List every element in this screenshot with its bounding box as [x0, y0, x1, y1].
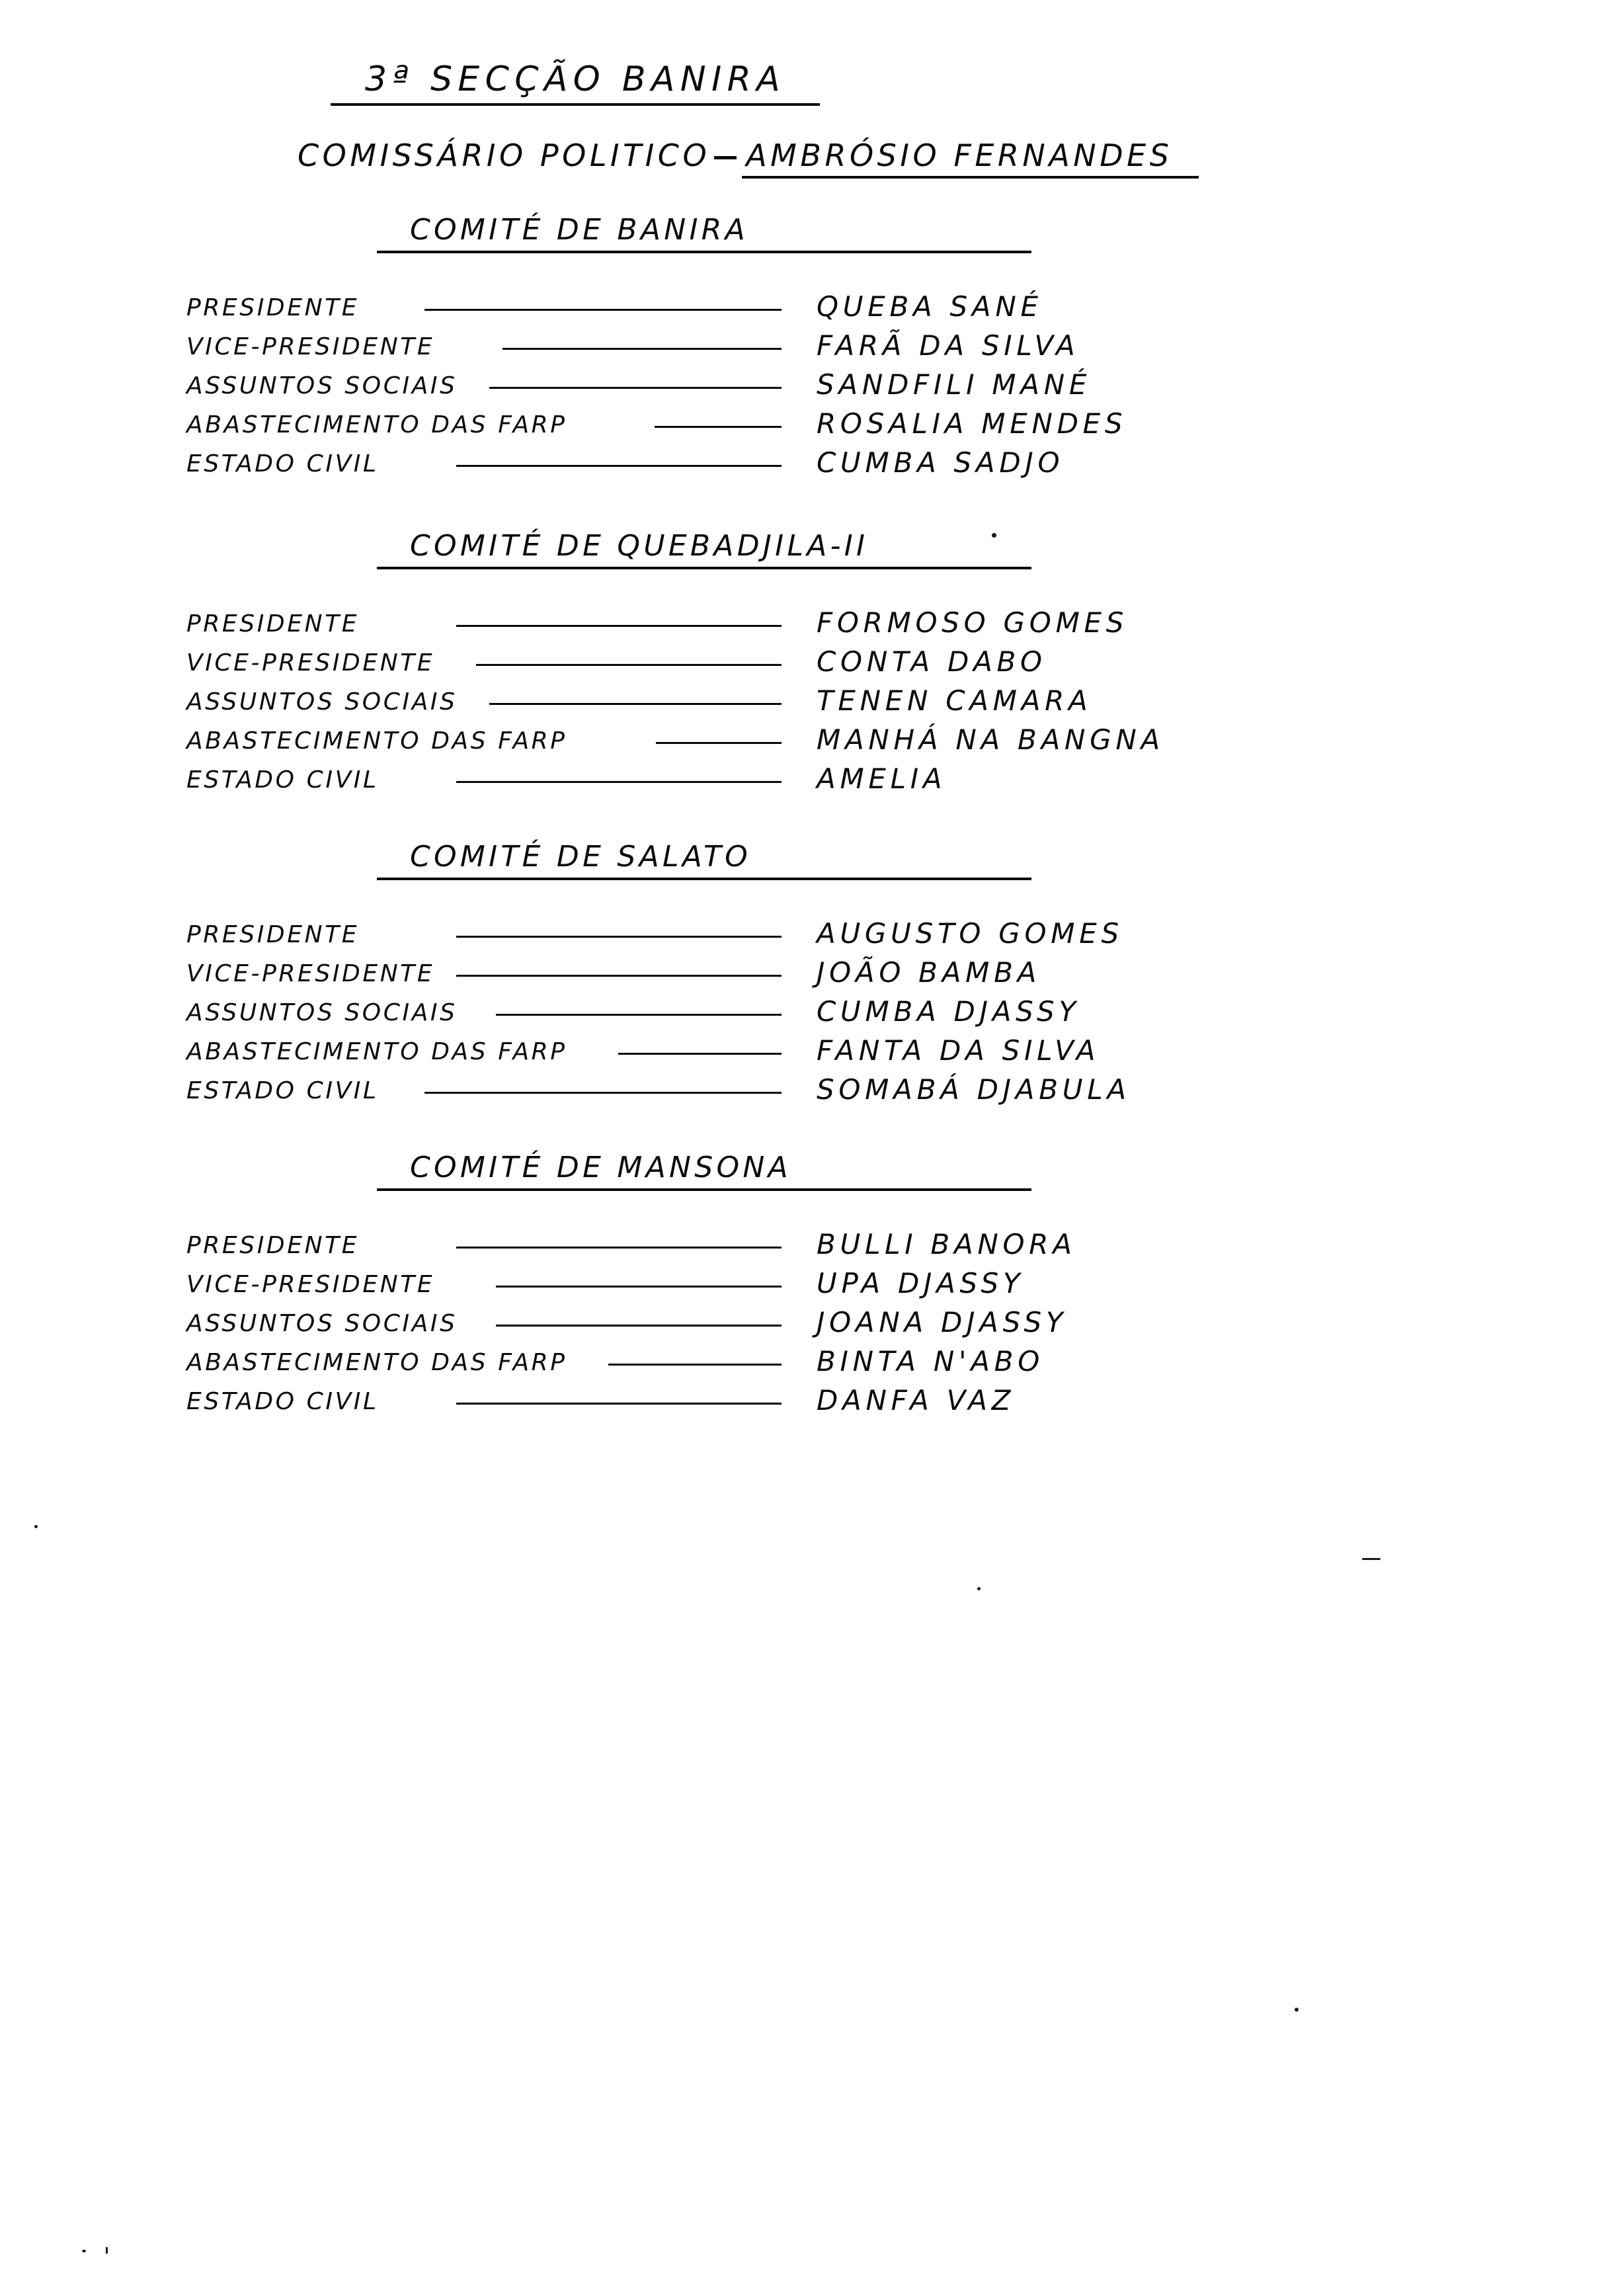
leader-line	[456, 625, 782, 627]
member-name: JOÃO BAMBA	[817, 956, 1041, 989]
committee-roles	[179, 1227, 1303, 1422]
leader-line	[656, 742, 782, 744]
role-row	[179, 367, 1303, 406]
member-name: MANHÁ NA BANGNA	[817, 723, 1165, 756]
member-name: FARÃ DA SILVA	[817, 329, 1080, 362]
leader-line	[496, 1286, 782, 1288]
role-row	[179, 955, 1303, 994]
role-label: VICE-PRESIDENTE	[186, 333, 435, 360]
role-row	[179, 683, 1303, 722]
role-label: ABASTECIMENTO DAS FARP	[186, 1038, 567, 1065]
role-row	[179, 1344, 1303, 1383]
scan-speck	[34, 1525, 38, 1528]
member-name: UPA DJASSY	[817, 1267, 1025, 1299]
member-name: TENEN CAMARA	[817, 684, 1092, 717]
leader-line	[456, 1247, 782, 1249]
scan-speck	[992, 533, 996, 538]
role-row	[179, 406, 1303, 445]
role-label: ASSUNTOS SOCIAIS	[186, 372, 458, 399]
role-label: ABASTECIMENTO DAS FARP	[186, 727, 567, 755]
leader-line	[608, 1364, 782, 1366]
role-label: ASSUNTOS SOCIAIS	[186, 999, 458, 1026]
member-name: CONTA DABO	[817, 645, 1047, 678]
member-name: QUEBA SANÉ	[817, 290, 1043, 323]
role-row	[179, 1227, 1303, 1266]
member-name: BINTA N'ABO	[817, 1345, 1044, 1377]
section-title: 3ª SECÇÃO BANIRA	[331, 60, 820, 106]
leader-line	[424, 309, 782, 311]
committee-banira	[179, 213, 1303, 484]
role-label: PRESIDENTE	[186, 921, 360, 948]
member-name: FORMOSO GOMES	[817, 606, 1129, 639]
commissioner-dash	[714, 156, 737, 159]
member-name: BULLI BANORA	[817, 1228, 1076, 1260]
leader-line	[489, 703, 782, 705]
role-row	[179, 994, 1303, 1033]
committee-quebadjila-ii	[179, 529, 1303, 800]
leader-line	[456, 1403, 782, 1405]
role-label: ABASTECIMENTO DAS FARP	[186, 1349, 567, 1376]
committee-title: COMITÉ DE BANIRA	[377, 213, 1031, 253]
role-row	[179, 445, 1303, 484]
role-row	[179, 1266, 1303, 1305]
leader-line	[456, 465, 782, 467]
role-row	[179, 916, 1303, 955]
role-row	[179, 761, 1303, 800]
member-name: SOMABÁ DJABULA	[817, 1073, 1131, 1106]
member-name: DANFA VAZ	[817, 1384, 1016, 1416]
leader-line	[456, 936, 782, 938]
committee-roles	[179, 605, 1303, 800]
role-row	[179, 1305, 1303, 1344]
scan-speck	[1295, 2008, 1299, 2012]
committee-salato	[179, 840, 1303, 1111]
role-label: PRESIDENTE	[186, 294, 360, 321]
member-name: CUMBA SADJO	[817, 446, 1065, 479]
scan-speck	[977, 1587, 981, 1590]
leader-line	[456, 781, 782, 783]
leader-line	[655, 426, 782, 428]
committee-roles	[179, 289, 1303, 484]
commissioner-line	[298, 138, 1199, 179]
leader-line	[489, 387, 782, 389]
role-label: ABASTECIMENTO DAS FARP	[186, 411, 567, 438]
committee-roles	[179, 916, 1303, 1111]
leader-line	[502, 348, 782, 350]
committee-title: COMITÉ DE QUEBADJILA-II	[377, 529, 1031, 569]
scan-speck	[1362, 1558, 1381, 1560]
role-row	[179, 328, 1303, 367]
leader-line	[496, 1014, 782, 1016]
role-label: ESTADO CIVIL	[186, 450, 379, 477]
committee-title: COMITÉ DE SALATO	[377, 840, 1031, 880]
leader-line	[456, 975, 782, 977]
role-label: ESTADO CIVIL	[186, 1388, 379, 1415]
role-label: ESTADO CIVIL	[186, 766, 379, 794]
member-name: CUMBA DJASSY	[817, 995, 1080, 1028]
commissioner-name: AMBRÓSIO FERNANDES	[742, 138, 1199, 179]
role-row	[179, 1383, 1303, 1422]
role-label: ASSUNTOS SOCIAIS	[186, 1310, 458, 1337]
member-name: AMELIA	[817, 762, 947, 795]
leader-line	[424, 1092, 782, 1094]
role-row	[179, 1072, 1303, 1111]
role-label: VICE-PRESIDENTE	[186, 960, 435, 987]
role-row	[179, 605, 1303, 644]
member-name: JOANA DJASSY	[817, 1306, 1068, 1338]
role-label: ASSUNTOS SOCIAIS	[186, 688, 458, 716]
role-label: PRESIDENTE	[186, 610, 360, 637]
member-name: SANDFILI MANÉ	[817, 368, 1092, 401]
leader-line	[618, 1053, 782, 1055]
member-name: FANTA DA SILVA	[817, 1034, 1100, 1067]
commissioner-label: COMISSÁRIO POLITICO	[298, 138, 711, 173]
role-label: VICE-PRESIDENTE	[186, 649, 435, 676]
role-row	[179, 722, 1303, 761]
scan-speck	[106, 2247, 108, 2254]
role-row	[179, 1033, 1303, 1072]
committee-title: COMITÉ DE MANSONA	[377, 1151, 1031, 1191]
scan-speck	[82, 2250, 86, 2252]
role-label: PRESIDENTE	[186, 1232, 360, 1259]
role-row	[179, 289, 1303, 328]
leader-line	[476, 664, 782, 666]
role-label: VICE-PRESIDENTE	[186, 1271, 435, 1298]
member-name: AUGUSTO GOMES	[817, 917, 1123, 950]
member-name: ROSALIA MENDES	[817, 407, 1127, 440]
leader-line	[496, 1325, 782, 1327]
role-label: ESTADO CIVIL	[186, 1077, 379, 1104]
role-row	[179, 644, 1303, 683]
committee-mansona	[179, 1151, 1303, 1422]
